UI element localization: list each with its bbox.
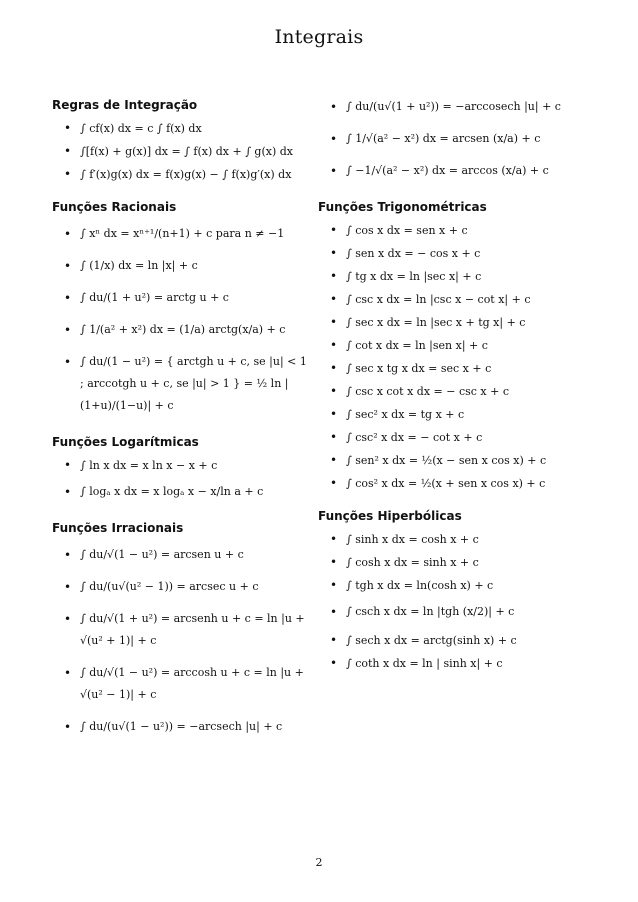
page-number: 2 — [315, 856, 323, 869]
formula-item: • ∫ sec x dx = ln |sec x + tg x| + c — [330, 315, 608, 330]
formula-list — [318, 96, 608, 182]
formula-item: • ∫ sen² x dx = ½(x − sen x cos x) + c — [330, 453, 608, 468]
formula-item: • ∫ sec² x dx = tg x + c — [330, 407, 608, 422]
formula-list — [318, 223, 608, 491]
right-column — [318, 96, 608, 689]
formula-item: • ∫ ln x dx = x ln x − x + c — [64, 458, 314, 473]
formula-item: • ∫ sinh x dx = cosh x + c — [330, 532, 608, 547]
formula-item: • ∫ coth x dx = ln | sinh x| + c — [330, 656, 608, 671]
formula-item: • ∫ du/(u√(u² − 1)) = arcsec u + c — [64, 576, 314, 598]
formula-item: • ∫[f(x) + g(x)] dx = ∫ f(x) dx + ∫ g(x) dx — [64, 144, 314, 159]
formula-item: • ∫ csc x dx = ln |csc x − cot x| + c — [330, 292, 608, 307]
formula-item: • ∫ sec x tg x dx = sec x + c — [330, 361, 608, 376]
formula-list — [318, 532, 608, 671]
page-title: Integrais — [274, 26, 364, 48]
formula-item: • ∫ du/√(1 − u²) = arcsen u + c — [64, 544, 314, 566]
formula-item: • ∫ 1/√(a² − x²) dx = arcsen (x/a) + c — [330, 128, 608, 150]
formula-item: • ∫ du/√(1 + u²) = arcsenh u + c = ln |u + √(u² + 1)| + c — [64, 608, 312, 652]
formula-item: • ∫ du/(1 + u²) = arctg u + c — [64, 287, 314, 309]
formula-item: • ∫ (1/x) dx = ln |x| + c — [64, 255, 314, 277]
formula-item: • ∫ cos x dx = sen x + c — [330, 223, 608, 238]
formula-item: • ∫ csc² x dx = − cot x + c — [330, 430, 608, 445]
formula-list — [52, 121, 314, 182]
formula-item: • ∫ du/(u√(1 + u²)) = −arccosech |u| + c — [330, 96, 608, 118]
formula-item: • ∫ tgh x dx = ln(cosh x) + c — [330, 578, 608, 593]
formula-item: • ∫ du/√(1 − u²) = arccosh u + c = ln |u + √(u² − 1)| + c — [64, 662, 312, 706]
formula-item: • ∫ du/(1 − u²) = { arctgh u + c, se |u| < 1 ; arccotgh u + c, se |u| > 1 } = ½ ln |(1+u)/(1−u)| + c — [64, 351, 312, 417]
section-heading-funcoes-hiperbolicas: Funções Hiperbólicas — [318, 509, 462, 523]
formula-item: • ∫ logₐ x dx = x logₐ x − x/ln a + c — [64, 481, 314, 503]
section-heading-regras-de-integracao: Regras de Integração — [52, 98, 198, 112]
formula-item: • ∫ f′(x)g(x) dx = f(x)g(x) − ∫ f(x)g′(x) dx — [64, 167, 314, 182]
formula-item: • ∫ csch x dx = ln |tgh (x/2)| + c — [330, 601, 608, 623]
left-column — [52, 98, 314, 756]
formula-item: • ∫ cosh x dx = sinh x + c — [330, 555, 608, 570]
formula-item: • ∫ cos² x dx = ½(x + sen x cos x) + c — [330, 476, 608, 491]
formula-item: • ∫ xⁿ dx = xⁿ⁺¹/(n+1) + c para n ≠ −1 — [64, 223, 314, 245]
section-heading-funcoes-racionais: Funções Racionais — [52, 200, 177, 214]
formula-item: • ∫ −1/√(a² − x²) dx = arccos (x/a) + c — [330, 160, 608, 182]
formula-item: • ∫ sen x dx = − cos x + c — [330, 246, 608, 261]
section-heading-funcoes-irracionais: Funções Irracionais — [52, 521, 184, 535]
formula-item: • ∫ cot x dx = ln |sen x| + c — [330, 338, 608, 353]
formula-item: • ∫ cf(x) dx = c ∫ f(x) dx — [64, 121, 314, 136]
section-heading-funcoes-logaritmicas: Funções Logarítmicas — [52, 435, 199, 449]
formula-item: • ∫ tg x dx = ln |sec x| + c — [330, 269, 608, 284]
formula-item: • ∫ sech x dx = arctg(sinh x) + c — [330, 633, 608, 648]
formula-item: • ∫ du/(u√(1 − u²)) = −arcsech |u| + c — [64, 716, 314, 738]
formula-item: • ∫ 1/(a² + x²) dx = (1/a) arctg(x/a) + c — [64, 319, 314, 341]
formula-list — [52, 544, 314, 738]
section-heading-funcoes-trigonometricas: Funções Trigonométricas — [318, 200, 487, 214]
formula-list — [52, 223, 314, 417]
formula-list — [52, 458, 314, 503]
formula-item: • ∫ csc x cot x dx = − csc x + c — [330, 384, 608, 399]
